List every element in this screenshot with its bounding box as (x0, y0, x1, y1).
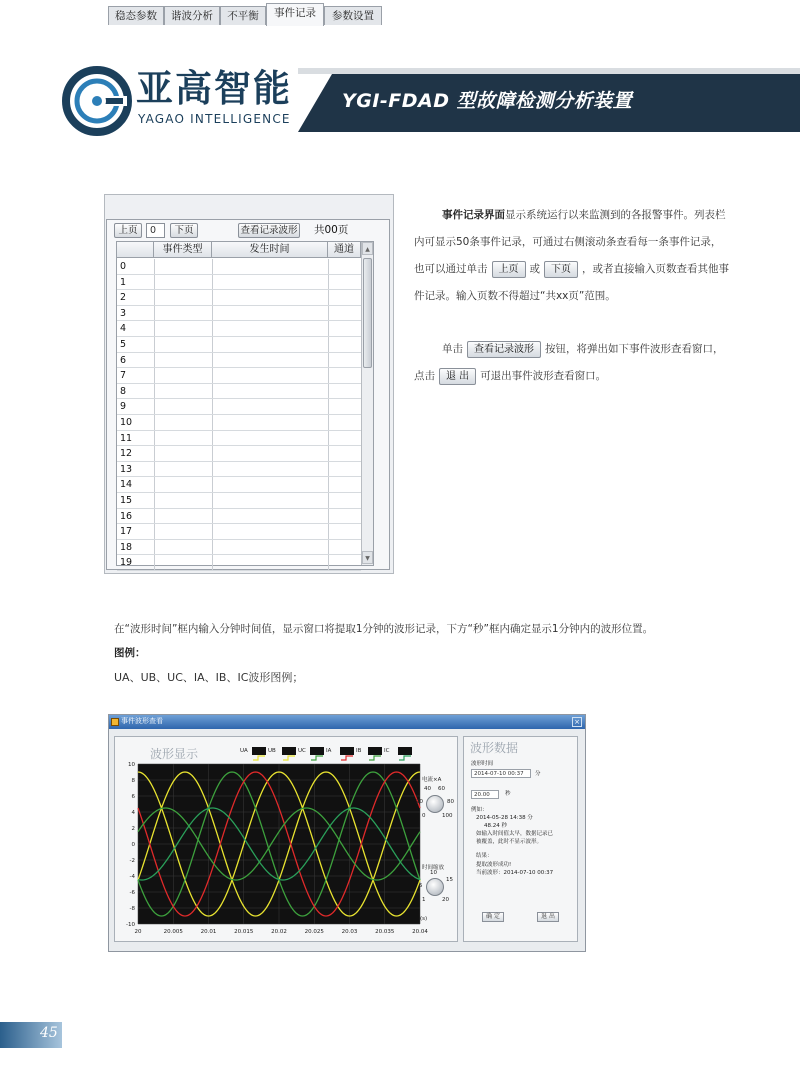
x-tick-label: 20.01 (200, 929, 217, 935)
row-index: 12 (120, 448, 133, 460)
table-scrollbar[interactable] (361, 242, 373, 565)
row-index: 13 (120, 463, 133, 475)
legend-uc-swatch (310, 747, 324, 755)
column-divider (212, 290, 213, 305)
body-text-line-3: UA、UB、UC、IA、IB、IC波形图例； (114, 671, 304, 684)
row-index: 7 (120, 370, 127, 382)
column-divider (154, 321, 155, 336)
desc-text-a: 显示系统运行以来监测到的各报警事件。列表栏内可显示50条事件记录，可通过右侧滚动条查看每一条事件记录，也可以通过单击 (414, 209, 726, 275)
desc-prev-button: 上页 (492, 261, 526, 278)
time-knob-tick-5: 5 (419, 883, 423, 889)
column-divider (154, 462, 155, 477)
y-tick-label: 2 (131, 826, 135, 832)
table-row[interactable] (117, 509, 361, 525)
table-row[interactable] (117, 415, 361, 431)
column-divider (212, 431, 213, 446)
brand-name-cn: 亚高智能 (136, 67, 292, 110)
waveform-data-title: 波形数据 (470, 741, 519, 755)
header-channel: 通道 (328, 242, 361, 258)
legend-ia-label: IA (326, 748, 332, 754)
desc-bold-term: 事件记录界面 (442, 209, 505, 221)
column-divider (212, 415, 213, 430)
column-divider (212, 555, 213, 570)
column-divider (154, 399, 155, 414)
table-header (117, 242, 361, 258)
column-divider (154, 446, 155, 461)
legend-ia-swatch (340, 747, 354, 755)
column-divider (154, 477, 155, 492)
title-banner-wedge (298, 74, 332, 132)
event-table (116, 241, 374, 569)
x-tick-label: 20.035 (375, 929, 395, 935)
column-divider (212, 477, 213, 492)
column-divider (328, 290, 329, 305)
row-index: 16 (120, 510, 133, 522)
column-divider (154, 493, 155, 508)
column-divider (212, 493, 213, 508)
column-divider (212, 540, 213, 555)
wave-time-input[interactable]: 2014-07-10 00:37 (471, 769, 531, 778)
x-unit-label: (s) (420, 916, 428, 922)
window-title: 事件波形查看 (121, 717, 163, 725)
legend-ub-label: UB (268, 748, 276, 754)
desc-text-c: 按钮，将弹出如下事件波形查看窗口，点击 (414, 343, 724, 382)
table-row[interactable] (117, 384, 361, 400)
table-row[interactable] (117, 353, 361, 369)
column-divider (328, 368, 329, 383)
y-tick-label: 8 (131, 778, 135, 784)
column-divider (212, 259, 213, 274)
x-tick-label: 20.03 (341, 929, 358, 935)
column-divider (328, 446, 329, 461)
column-divider (328, 306, 329, 321)
result-title: 结果： (476, 853, 493, 859)
current-knob-tick-60: 60 (438, 786, 445, 792)
column-divider (154, 368, 155, 383)
legend-ib-label: IB (356, 748, 362, 754)
example-line-4: 被覆盖，此时不显示波形。 (476, 839, 543, 845)
table-row[interactable] (117, 368, 361, 384)
column-divider (328, 337, 329, 352)
column-divider (212, 399, 213, 414)
time-scale-knob[interactable] (426, 878, 444, 896)
desc-text-d: 可退出事件波形查看窗口。 (480, 370, 607, 382)
row-index: 1 (120, 276, 127, 288)
column-divider (328, 477, 329, 492)
page-number: 45 (40, 1025, 58, 1041)
x-tick-label: 20.04 (412, 929, 428, 935)
tab-param-settings[interactable]: 参数设置 (324, 6, 382, 25)
seconds-input[interactable]: 20.00 (471, 790, 499, 799)
row-index: 3 (120, 307, 127, 319)
legend-ic-swatch (398, 747, 412, 755)
result-line-2: 当前波形：2014-07-10 00:37 (476, 870, 554, 876)
table-row[interactable] (117, 462, 361, 478)
y-tick-label: 10 (128, 762, 135, 768)
row-index: 15 (120, 495, 133, 506)
y-tick-label: -8 (129, 906, 135, 912)
row-index: 10 (120, 417, 133, 428)
time-knob-tick-15: 15 (446, 877, 453, 883)
example-title: 例如： (471, 807, 488, 813)
close-icon[interactable]: × (572, 717, 582, 727)
scroll-thumb[interactable] (363, 258, 372, 368)
column-divider (154, 540, 155, 555)
legend-ua-label: UA (240, 748, 248, 754)
header-event-type: 事件类型 (154, 242, 212, 258)
y-tick-label: 0 (131, 842, 135, 848)
column-divider (328, 259, 329, 274)
current-knob-tick-0: 0 (422, 813, 426, 819)
current-knob-tick-100: 100 (442, 813, 453, 819)
column-divider (212, 306, 213, 321)
column-divider (328, 540, 329, 555)
total-pages-label: 共00页 (314, 224, 349, 236)
desc-text-b: ，或者直接输入页数查看其他事件记录。输入页数不得超过“共xx页”范围。 (414, 263, 729, 302)
column-divider (154, 555, 155, 570)
row-index: 18 (120, 541, 133, 553)
page-number-input[interactable]: 0 (146, 223, 165, 238)
x-tick-label: 20 (134, 929, 142, 935)
table-row[interactable] (117, 306, 361, 322)
column-divider (154, 306, 155, 321)
result-line-1: 提取波形成功! (476, 862, 512, 868)
time-knob-label: 时间缩放 (422, 865, 445, 871)
y-tick-label: 4 (131, 810, 135, 816)
table-row[interactable] (117, 555, 361, 571)
legend-ic-label: IC (384, 748, 390, 754)
brand-name-en: YAGAO INTELLIGENCE (138, 112, 291, 126)
prev-page-button[interactable]: 上页 (114, 223, 142, 238)
row-index: 0 (120, 261, 127, 272)
table-row[interactable] (117, 540, 361, 556)
row-index: 4 (120, 323, 127, 335)
column-divider (154, 353, 155, 368)
column-divider (212, 509, 213, 524)
column-divider (154, 275, 155, 290)
legend-ub-swatch (282, 747, 296, 755)
exit-button[interactable]: 退 出 (537, 912, 559, 922)
legend-uc-label: UC (298, 748, 306, 754)
scroll-down-icon[interactable]: ▼ (362, 551, 373, 564)
table-row[interactable] (117, 259, 361, 275)
minute-unit-label: 分 (535, 771, 541, 777)
confirm-button[interactable]: 确 定 (482, 912, 504, 922)
column-divider (212, 321, 213, 336)
x-tick-label: 20.02 (271, 929, 287, 935)
column-divider (154, 509, 155, 524)
column-divider (154, 415, 155, 430)
tab-imbalance[interactable]: 不平衡 (220, 6, 266, 25)
y-tick-label: -6 (129, 890, 135, 896)
time-knob-tick-10: 10 (430, 870, 437, 876)
app-icon (111, 718, 119, 726)
view-waveform-button[interactable]: 查看记录波形 (238, 223, 300, 238)
next-page-button[interactable]: 下页 (170, 223, 198, 238)
time-knob-tick-1: 1 (422, 897, 426, 903)
column-divider (212, 524, 213, 539)
table-row[interactable] (117, 321, 361, 337)
row-index: 2 (120, 292, 127, 304)
column-divider (154, 431, 155, 446)
body-text-line-2: 图例： (114, 647, 146, 659)
brand-logo-icon (62, 66, 132, 136)
column-divider (212, 384, 213, 399)
column-divider (328, 384, 329, 399)
column-divider (154, 524, 155, 539)
column-divider (154, 259, 155, 274)
column-divider (154, 290, 155, 305)
table-row[interactable] (117, 524, 361, 540)
table-row[interactable] (117, 431, 361, 447)
column-divider (328, 555, 329, 570)
header-index (117, 242, 154, 258)
column-divider (212, 275, 213, 290)
row-index: 17 (120, 526, 133, 538)
column-divider (328, 415, 329, 430)
column-divider (328, 493, 329, 508)
y-tick-label: -4 (129, 874, 135, 880)
table-row[interactable] (117, 275, 361, 291)
column-divider (154, 337, 155, 352)
table-row[interactable] (117, 477, 361, 493)
legend-ib-swatch (368, 747, 382, 755)
current-knob-tick-40: 40 (424, 786, 431, 792)
current-knob-tick-20: 20 (416, 799, 423, 805)
row-index: 6 (120, 354, 127, 366)
description-paragraph-1 (414, 202, 730, 310)
example-line-3: 如输入时间值太早，数据记录已 (476, 831, 554, 837)
column-divider (212, 337, 213, 352)
table-row[interactable] (117, 290, 361, 306)
y-tick-label: -10 (126, 922, 135, 928)
column-divider (328, 431, 329, 446)
column-divider (212, 368, 213, 383)
desc-view-button: 查看记录波形 (467, 341, 541, 358)
column-divider (328, 321, 329, 336)
window-titlebar[interactable] (109, 715, 585, 729)
table-row[interactable] (117, 446, 361, 462)
row-index: 14 (120, 479, 133, 491)
example-line-1: 2014-05-28 14:38 分 (476, 815, 533, 821)
y-tick-label: 6 (131, 794, 135, 800)
desc-exit-button: 退 出 (439, 368, 476, 385)
seconds-unit-label: 秒 (505, 791, 511, 797)
desc-or: 或 (529, 263, 540, 275)
column-divider (212, 446, 213, 461)
legend-ua-swatch (252, 747, 266, 755)
title-banner-cap (298, 68, 800, 74)
column-divider (212, 462, 213, 477)
desc-next-button: 下页 (544, 261, 578, 278)
body-text-line-1: 在“波形时间”框内输入分钟时间值，显示窗口将提取1分钟的波形记录，下方“秒”框内确定显示1分钟内的波形位置。 (114, 623, 654, 635)
row-index: 11 (120, 432, 133, 444)
x-tick-label: 20.025 (304, 929, 324, 935)
time-knob-tick-20: 20 (442, 897, 449, 903)
column-divider (328, 353, 329, 368)
product-title: YGI-FDAD 型故障检测分析装置 (342, 90, 633, 112)
table-row[interactable] (117, 337, 361, 353)
waveform-chart (114, 756, 426, 942)
table-row[interactable] (117, 399, 361, 415)
column-divider (154, 384, 155, 399)
tab-steady-params[interactable]: 稳态参数 (108, 6, 164, 25)
current-knob-tick-80: 80 (447, 799, 454, 805)
x-tick-label: 20.005 (163, 929, 183, 935)
x-tick-label: 20.015 (234, 929, 254, 935)
column-divider (328, 524, 329, 539)
example-line-2: 48.24 秒 (484, 823, 507, 829)
row-index: 8 (120, 385, 127, 397)
table-row[interactable] (117, 493, 361, 509)
row-index: 5 (120, 339, 127, 350)
waveform-title: 波形显示 (150, 747, 199, 761)
tab-harmonic-analysis[interactable]: 谐波分析 (164, 6, 220, 25)
current-knob-label: 电流×A (422, 777, 442, 783)
header-time: 发生时间 (212, 242, 328, 258)
scroll-up-icon[interactable]: ▲ (362, 242, 373, 255)
column-divider (328, 462, 329, 477)
row-index: 9 (120, 401, 127, 413)
current-scale-knob[interactable] (426, 795, 444, 813)
column-divider (328, 399, 329, 414)
tab-event-record[interactable]: 事件记录 (266, 3, 324, 26)
y-tick-label: -2 (129, 858, 135, 864)
wave-time-label: 波形时间 (471, 761, 494, 767)
column-divider (212, 353, 213, 368)
column-divider (328, 275, 329, 290)
row-index: 19 (120, 557, 133, 569)
desc-click: 单击 (442, 343, 463, 355)
description-paragraph-2 (414, 336, 730, 390)
column-divider (328, 509, 329, 524)
